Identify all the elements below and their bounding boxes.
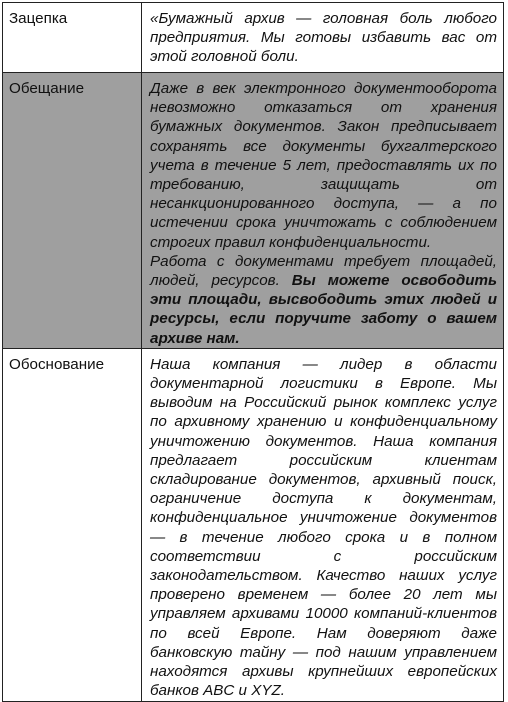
row-label-promise: Обещание	[3, 73, 142, 349]
promise-paragraph-2-plain: Работа с документами требует площадей, людей, ресурсов.	[150, 252, 497, 290]
table-row-justification	[3, 348, 504, 701]
ad-structure-table	[2, 2, 504, 702]
row-text-justification: Наша компания — лидер в области документарной логистики в Европе. Мы выводим на Российский рынок комплекс услуг по архивному хранению и конфиденциальному уничтожению документов. Наша компания предлагает российским клиентам складирование документов, архивный поиск, ограничение доступа к документам, конфиденциальное уничтожение документов — в течение любого срока и в полном соответствии с российским законодательством. Качество наших услуг проверено временем — более 20 лет мы управляем архивами 10000 компаний-клиентов по всей Европе. Нам доверяют даже банковскую тайну — под нашим управлением находятся архивы крупнейших европейских банков ABC и XYZ.	[142, 348, 504, 701]
promise-paragraph-1: Даже в век электронного документооборота невозможно отказаться от хранения бумажных документов. Закон предписывает сохранять все документы бухгалтерского учета в течение 5 лет, предоставлять их по требованию, защищать от несанкционированного доступа, — а по истечении срока уничтожать с соблюдением строгих правил конфиденциальности.	[150, 80, 497, 251]
table-row-promise	[3, 73, 504, 349]
promise-paragraph-2-bold: Вы можете освободить эти площади, высвободить этих людей и ресурсы, если поручите заботу о вашем архиве нам.	[150, 272, 498, 347]
row-label-hook: Зацепка	[3, 3, 142, 73]
row-text-hook: «Бумажный архив — головная боль любого предприятия. Мы готовы избавить вас от этой головной боли.	[142, 3, 504, 73]
promise-paragraph-2	[150, 252, 497, 348]
row-text-promise	[142, 73, 504, 349]
table-row-hook	[3, 3, 504, 73]
row-label-justification: Обоснование	[3, 348, 142, 701]
